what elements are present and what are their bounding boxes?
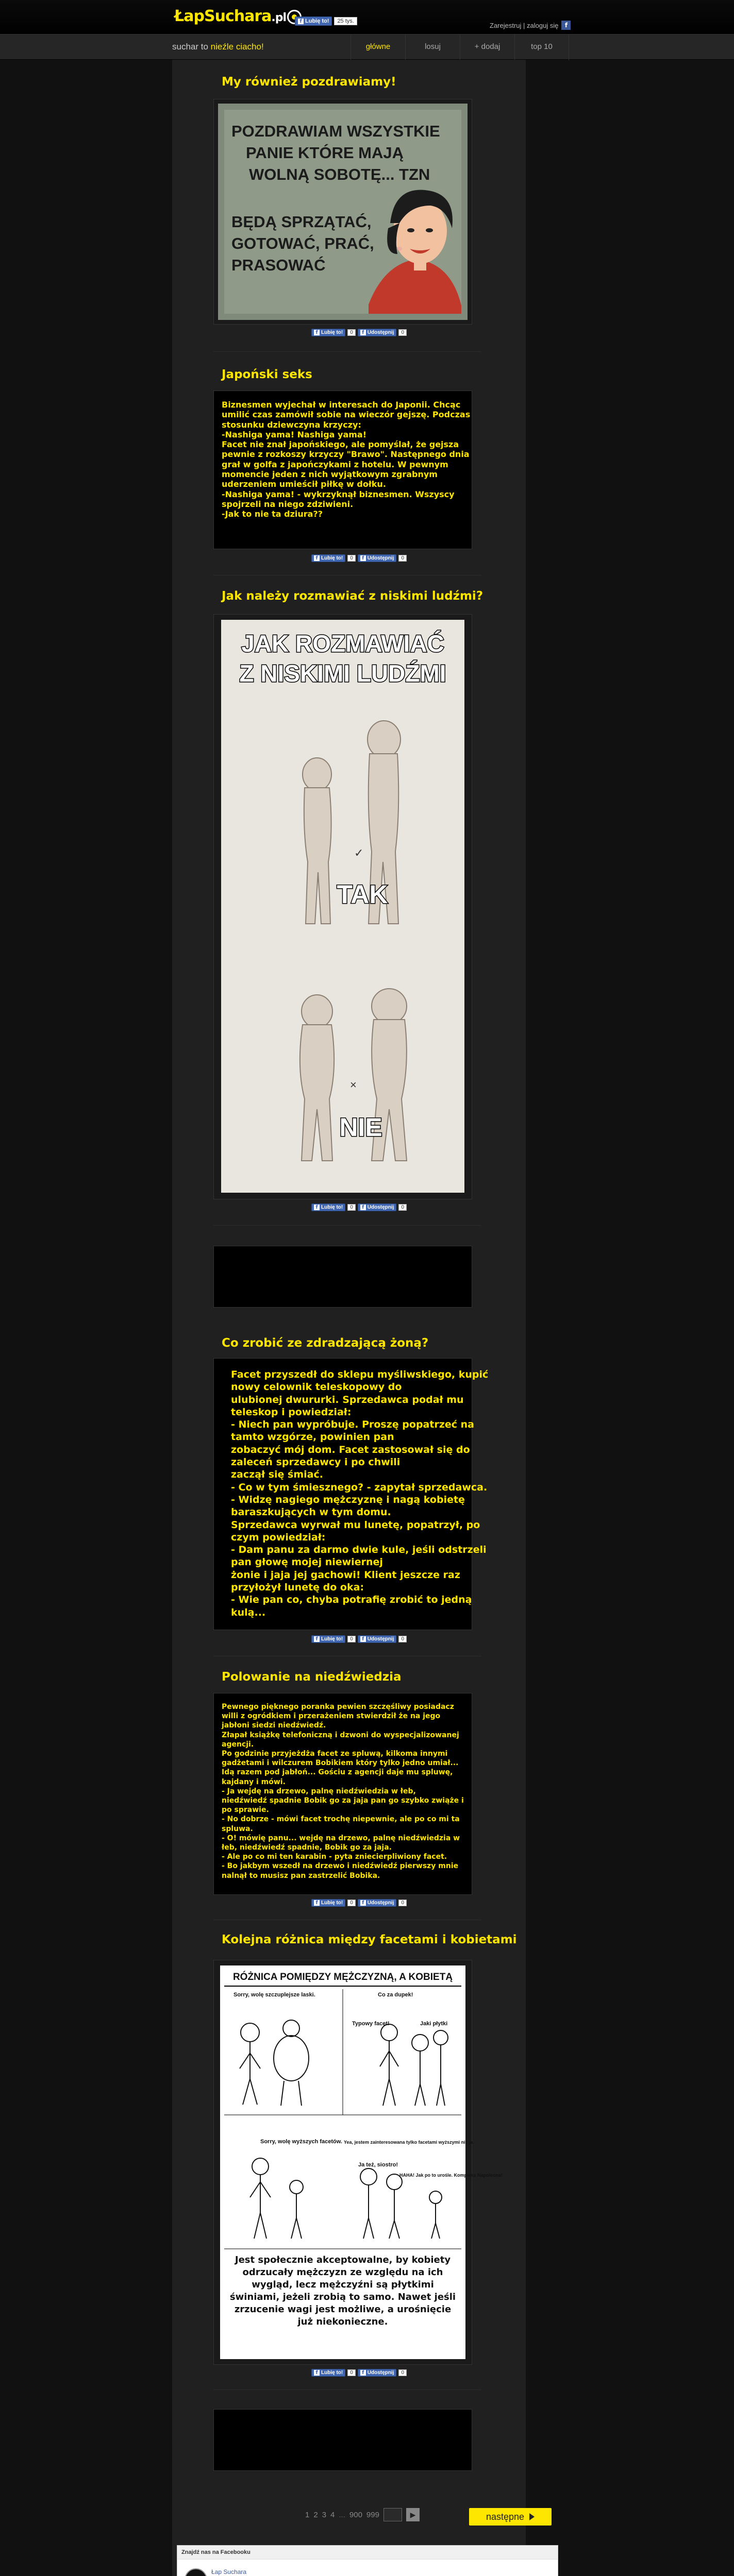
share-bar [311, 1635, 407, 1643]
login-link[interactable]: Zarejestruj | zaloguj się [490, 21, 559, 29]
content-column [172, 60, 526, 2576]
comic-caption: Jest społecznie akceptowalne, by kobiety odrzucały mężczyzn ze względu na ich wygląd, lecz mężczyźni są płytkimi świniami, jeżeli zrobią to samo. Nawet jeśli zrzucenie wagi jest możliwe, a urośnięcie już niekonieczne. [229, 2255, 456, 2327]
facebook-icon: f [360, 1636, 366, 1642]
facebook-icon: f [360, 330, 366, 335]
page-link[interactable]: 3 [322, 2510, 327, 2519]
post-image[interactable] [213, 1960, 503, 2365]
fb-like-button[interactable]: f Lubię to! [311, 1635, 345, 1643]
share-count: 0 [398, 1204, 407, 1211]
page-link[interactable]: 4 [330, 2510, 335, 2519]
speech-bubble: Sorry, wolę szczuplejsze laski. [233, 1992, 315, 1998]
fb-share-button[interactable]: f Udostępnij [358, 1635, 397, 1643]
fb-like-count: 25 tys. [334, 17, 357, 25]
joke-text: Biznesmen wyjechał w interesach do Japonii. Chcąc umilić czas zamówił sobie na wieczór gejszę. Podczas stosunku dziewczyna krzyczy: -Nashiga yama! Nashiga yama! Facet nie znał japońskiego, ale pomyślał, że gejsza pewnie z rozkoszy krzyczy "Brawo". Następnego dnia grał w golfa z japończykami z hotelu. W pewnym momencie jeden z nich wyjątkowym zgrabnym uderzeniem umieścił piłkę w dołku. -Nashiga yama! - wykrzyknął biznesmen. Wszyscy spojrzeli na niego zdziwieni. -Jak to nie ta dziura?? [222, 400, 471, 519]
check-mark: ✓ [354, 846, 364, 859]
facebook-icon: f [314, 2370, 320, 2376]
nav-item-add[interactable]: + dodaj [460, 35, 514, 60]
greeting-image [214, 99, 472, 324]
nav-item-main[interactable]: główne [351, 35, 405, 60]
nav-bar [0, 34, 734, 60]
x-mark: × [350, 1078, 357, 1091]
share-bar [311, 1204, 407, 1211]
speech-bubble: Jaki płytki [420, 2021, 448, 2027]
like-count: 0 [347, 1204, 356, 1211]
image-text-line: POZDRAWIAM WSZYSTKIE [231, 122, 440, 140]
main-nav [351, 35, 569, 60]
fb-like-button[interactable]: f Lubię to! [311, 2369, 345, 2377]
like-count: 0 [347, 2369, 356, 2376]
share-count: 0 [398, 329, 407, 336]
speech-bubble: Sorry, wolę wyższych facetów. [260, 2139, 342, 2145]
speech-bubble: Co za dupek! [378, 1992, 413, 1998]
site-logo[interactable] [174, 7, 302, 25]
share-count: 0 [398, 555, 407, 562]
like-count: 0 [347, 555, 356, 562]
ad-slot[interactable] [213, 2409, 472, 2471]
share-count: 0 [398, 2369, 407, 2376]
short-people-comic [214, 615, 472, 1199]
image-text-line: PRASOWAĆ [231, 256, 326, 274]
share-bar [311, 2369, 407, 2377]
fb-share-button[interactable]: f Udostępnij [358, 329, 397, 336]
top-fb-like [295, 16, 357, 26]
logo-text: ŁapSuchara [174, 7, 272, 25]
post-title[interactable]: Japoński seks [222, 368, 312, 381]
top-bar [0, 0, 734, 34]
post-image[interactable] [213, 614, 472, 1199]
fb-like-button[interactable]: f Lubię to! [295, 16, 332, 26]
facebook-icon: f [314, 330, 320, 335]
fb-share-button[interactable]: f Udostępnij [358, 554, 397, 562]
facebook-login-icon[interactable]: f [561, 21, 571, 30]
image-text-line: PANIE KTÓRE MAJĄ [246, 144, 404, 162]
share-count: 0 [398, 1636, 407, 1642]
post-title[interactable]: Co zrobić ze zdradzającą żoną? [222, 1336, 429, 1350]
nav-item-top10[interactable]: top 10 [514, 35, 569, 60]
fb-like-button[interactable]: f Lubię to! [311, 1899, 345, 1907]
no-label: NIE [339, 1113, 382, 1142]
fb-share-button[interactable]: f Udostępnij [358, 2369, 397, 2377]
facebook-icon: f [360, 1205, 366, 1210]
facebook-icon: f [360, 1900, 366, 1906]
facebook-icon: f [298, 19, 304, 24]
facebook-icon: f [314, 555, 320, 561]
like-count: 0 [347, 1636, 356, 1642]
facebook-icon: f [314, 1636, 320, 1642]
fb-like-button[interactable]: f Lubię to! [311, 1204, 345, 1211]
joke-text: Facet przyszedł do sklepu myśliwskiego, kupić nowy celownik teleskopowy do ulubionej dwururki. Sprzedawca podał mu teleskop i powiedział: - Niech pan wypróbuje. Proszę popatrzeć na tamto wzgórze, powinien pan zobaczyć mój dom. Facet zastosował się do zaleceń sprzedawcy i po chwili zaczął się śmiać. - Co w tym śmiesznego? - zapytał sprzedawca. - Widzę nagiego mężczyznę i nagą kobietę baraszkujących w tym domu. Sprzedawca wyrwał mu lunetę, popatrzył, po czym powiedział: - Dam panu za darmo dwie kule, jeśli odstrzeli pan głowę mojej niewiernej żonie i jaja jej gachowi! Klient jeszcze raz przyłożył lunetę do oka: - Wie pan co, chyba potrafię zrobić to jedną kulą... [231, 1369, 489, 1618]
arrow-right-icon [529, 2513, 535, 2520]
post-separator [213, 2389, 481, 2390]
comic-title: RÓŻNICA POMIĘDZY MĘŻCZYZNĄ, A KOBIETĄ [232, 1972, 453, 1982]
fb-share-button[interactable]: f Udostępnij [358, 1899, 397, 1907]
tagline-highlight: nieźle ciacho! [210, 42, 264, 52]
share-count: 0 [398, 1900, 407, 1906]
fb-like-button[interactable]: f Lubię to! [311, 554, 345, 562]
next-page-button[interactable]: następne [469, 2508, 552, 2526]
page-avatar[interactable] [185, 2568, 207, 2576]
image-text-line: GOTOWAĆ, PRAĆ, [231, 234, 374, 252]
pagination [305, 2508, 420, 2521]
post-image[interactable] [213, 99, 472, 325]
like-count: 0 [347, 329, 356, 336]
go-arrow-icon[interactable]: ▶ [406, 2508, 420, 2521]
page-name[interactable]: Łap Suchara [211, 2568, 247, 2575]
facebook-icon: f [314, 1205, 320, 1210]
comic-title-line2: Z NISKIMI LUDŹMI [239, 660, 446, 687]
speech-bubble: Typowy facet! [352, 2021, 390, 2027]
post-title[interactable]: Polowanie na niedźwiedzia [222, 1670, 402, 1684]
page-number-input[interactable] [383, 2508, 402, 2521]
post-title[interactable]: My również pozdrawiamy! [222, 75, 396, 89]
nav-item-random[interactable]: losuj [405, 35, 460, 60]
facebook-icon: f [360, 2370, 366, 2376]
page-ellipsis: ... [339, 2510, 345, 2519]
page-link[interactable]: 1 [305, 2510, 310, 2519]
page-link[interactable]: 900 [349, 2510, 362, 2519]
tagline: suchar to nieźle ciacho! [172, 42, 264, 52]
image-text-line: WOLNĄ SOBOTĘ... TZN [249, 165, 430, 183]
page-link[interactable]: 2 [313, 2510, 318, 2519]
speech-bubble: HAHA! Jak po to urośle. Kompleks Napoleona! [399, 2173, 503, 2178]
post-separator [213, 351, 481, 352]
post-title[interactable]: Jak należy rozmawiać z niskimi ludźmi? [222, 589, 483, 603]
speech-bubble: Ja też, siostro! [358, 2162, 398, 2168]
page-link[interactable]: 999 [366, 2510, 379, 2519]
speech-bubble: Yea, jestem zainteresowana tylko facetami wyższymi niż ja. [344, 2140, 474, 2145]
fb-page-info [185, 2568, 248, 2576]
logo-suffix: .pl [271, 11, 287, 24]
post-title[interactable]: Kolejna różnica między facetami i kobietami [222, 1933, 517, 1946]
facebook-icon: f [314, 1900, 320, 1906]
post-separator [213, 1225, 481, 1226]
fb-like-button[interactable]: f Lubię to! [311, 329, 345, 336]
comic-title-line1: JAK ROZMAWIAĆ [241, 630, 444, 657]
share-bar [311, 1899, 407, 1907]
men-women-comic [214, 1960, 503, 2364]
share-bar [311, 554, 407, 562]
widget-header: Znajdź nas na Facebooku [177, 2546, 558, 2560]
image-text-line: BĘDĄ SPRZĄTAĆ, [231, 213, 372, 231]
share-bar [311, 329, 407, 336]
facebook-page-widget [177, 2545, 558, 2576]
fb-share-button[interactable]: f Udostępnij [358, 1204, 397, 1211]
yes-label: TAK [337, 880, 388, 909]
login-area [490, 21, 571, 30]
joke-text: Pewnego pięknego poranka pewien szczęśliwy posiadacz willi z ogródkiem i przerażeniem stwierdził że na jego jabłoni siedzi niedźwiedź. Złapał książkę telefoniczną i dzwoni do wyspecjalizowanej agencji. Po godzinie przyjeżdża facet ze spluwą, kilkoma innymi gadżetami i wilczurem Bobikiem który tylko jedno umiał... Idą razem pod jabłoń... Gościu z agencji daje mu spluwę, kajdany i mówi. - Ja wejdę na drzewo, palnę niedźwiedzia w łeb, niedźwiedź spadnie Bobik go za jaja pan go szybko zwiąże i po sprawie. - No dobrze - mówi facet trochę niepewnie, ale po co mi ta spluwa. - O! mówię panu... wejdę na drzewo, palnę niedźwiedzia w łeb, niedźwiedź spadnie, Bobik go za jaja. - Ale po co mi ten karabin - pyta zniecierpliwiony facet. - Bo jakbym wszedł na drzewo i niedźwiedź pierwszy mnie nalnął to musisz pan zastrzelić Bobika. [222, 1703, 464, 1880]
like-count: 0 [347, 1900, 356, 1906]
facebook-icon: f [360, 555, 366, 561]
ad-slot[interactable] [213, 1246, 472, 1308]
